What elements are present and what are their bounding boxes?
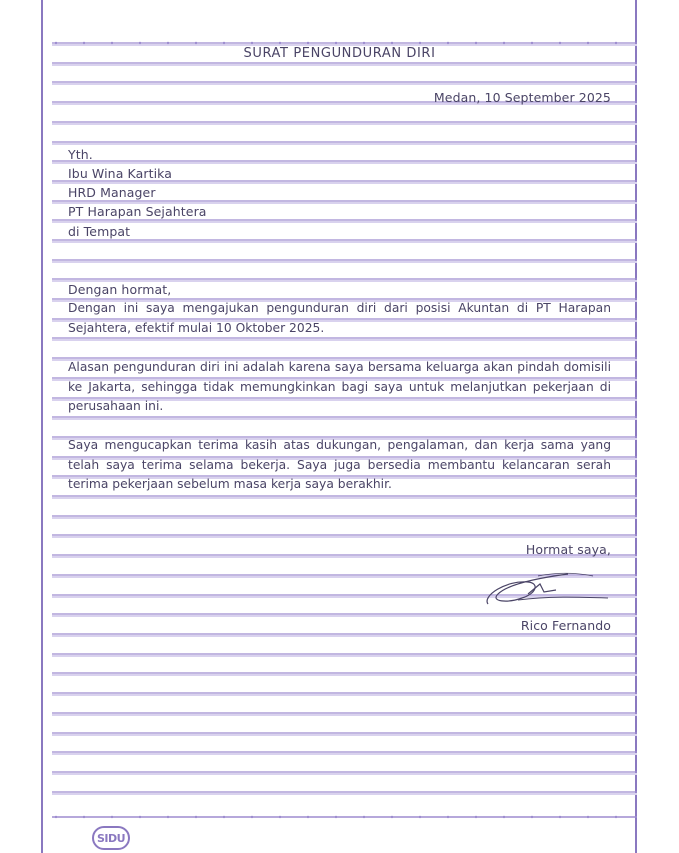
recipient-line: PT Harapan Sejahtera	[68, 204, 207, 219]
sidu-logo	[92, 826, 130, 850]
place-date: Medan, 10 September 2025	[433, 90, 611, 105]
recipient-line: Yth.	[68, 147, 93, 162]
notebook-page	[41, 0, 637, 853]
letter-title: SURAT PENGUNDURAN DIRI	[243, 46, 436, 61]
closing: Hormat saya,	[525, 542, 611, 557]
paragraph-1: Dengan ini saya mengajukan pengunduran diri dari posisi Akuntan di PT Harapan Sejahtera, efektif mulai 10 Oktober 2025.	[68, 301, 611, 335]
recipient-line: Ibu Wina Kartika	[68, 166, 173, 181]
paragraph-3: Saya mengucapkan terima kasih atas dukungan, pengalaman, dan kerja sama yang telah saya terima selama bekerja. Saya juga bersedia membantu kelancaran serah terima pekerjaan sebelum masa kerja saya berakhir.	[68, 438, 611, 492]
logo-text: SIDU	[96, 831, 126, 845]
recipient-line: di Tempat	[68, 224, 131, 239]
salutation: Dengan hormat,	[68, 282, 172, 297]
recipient-line: HRD Manager	[68, 185, 156, 200]
sender-name: Rico Fernando	[520, 618, 611, 633]
signature-image	[478, 570, 612, 610]
paragraph-2: Alasan pengunduran diri ini adalah karena saya bersama keluarga akan pindah domisili ke Jakarta, sehingga tidak memungkinkan bagi saya untuk melanjutkan pekerjaan di perusahaan ini.	[68, 360, 611, 414]
